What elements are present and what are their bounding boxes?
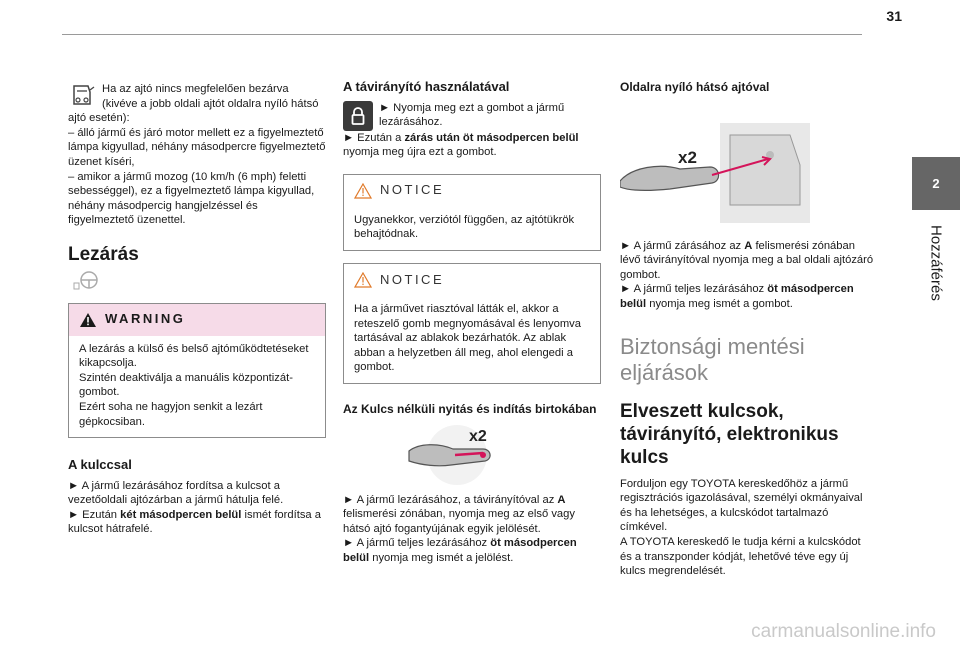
figure-x2-label: x2	[469, 427, 487, 445]
figure-x2-label: x2	[678, 147, 697, 167]
lock-button-icon	[343, 101, 373, 131]
intro-line-2: – amikor a jármű mozog (10 km/h (6 mph) feletti sebességgel), ez a figyelmeztető lámpa kigyullad, néhány másodpercig hangjelzéssel és figyelmeztető üzenettel.	[68, 170, 315, 227]
steering-wheel-lock-icon	[72, 269, 102, 291]
warning-text: A lezárás a külső és belső ajtóműködtetéseket kikapcsolja. Szintén deaktiválja a manuális központizát-gombot. Ezért soha ne hagyjon senkit a lezárt gépkocsiban.	[79, 342, 309, 428]
lost-keys-text-2: A TOYOTA kereskedő le tudja kérni a kulcskódot és a transzponder kódját, lehetővé téve egy új kulcs megrendelését.	[620, 535, 861, 578]
warning-triangle-icon	[79, 312, 97, 328]
keyless-step-1-post: felismerési zónában, nyomja meg az első vagy hátsó ajtó fogantyújának egyik jelölését.	[343, 508, 575, 535]
sliding-step-2-bold: öt másodpercen belül	[620, 283, 854, 310]
chapter-title: Hozzáférés	[927, 225, 945, 301]
notice-panel-2	[343, 263, 601, 384]
remote-step-2	[343, 131, 601, 160]
notice-2-text: Ha a járművet riasztóval látták el, akkor a reteszelő gomb megnyomásával és lenyomva tartásával az ablakok bezárhatók. Az ablak abban a helyzetben áll meg, ahol elengedi a gombot.	[354, 302, 581, 374]
remote-step-2-bold: zárás után öt másodpercen belül	[404, 131, 579, 144]
door-warning-intro	[68, 80, 326, 228]
warning-label: WARNING	[105, 311, 186, 327]
sliding-step-1-pre: ► A jármű zárásához az	[620, 239, 745, 252]
sliding-door-figure	[620, 105, 810, 225]
keyless-step-1	[343, 493, 601, 537]
keyless-step-2-bold: öt másodpercen belül	[343, 537, 577, 564]
notice-triangle-icon	[354, 272, 372, 288]
header-rule	[62, 34, 862, 35]
sliding-step-2-post: nyomja meg ismét a gombot.	[646, 297, 793, 310]
notice-2-header	[344, 264, 600, 296]
key-step-2-bold: két másodpercen belül	[120, 508, 242, 521]
page-number: 31	[886, 8, 902, 24]
notice-panel-1	[343, 174, 601, 251]
notice-triangle-icon	[354, 183, 372, 199]
watermark-footer: carmanualsonline.info	[751, 621, 936, 642]
sliding-step-2-pre: ► A jármű teljes lezárásához	[620, 283, 768, 296]
keyless-step-2-pre: ► A jármű teljes lezárásához	[343, 537, 491, 550]
notice-1-text: Ugyanekkor, verziótól függően, az ajtótükrök behajtódnak.	[354, 213, 575, 241]
sliding-step-2	[620, 282, 875, 311]
remote-step-2-pre: ► Ezután a	[343, 131, 405, 144]
sliding-step-1	[620, 239, 875, 283]
notice-1-header	[344, 175, 600, 207]
key-step-2-post: ismét fordítsa a kulcsot hátrafelé.	[68, 508, 321, 536]
sliding-step-1-post: felismerési zónában lévő távirányítóval nyomja meg a bal oldali ajtózáró gombot.	[620, 239, 874, 281]
door-handle-press-figure	[395, 425, 505, 487]
intro-text: Ha az ajtó nincs megfelelően bezárva (kivéve a jobb oldali ajtót oldalra nyíló hátsó ajtó esetén):	[68, 83, 319, 125]
key-section-title: A kulccsal	[68, 457, 132, 473]
chapter-tab[interactable]: 2	[912, 157, 960, 210]
remote-lock-row	[343, 101, 601, 131]
column-middle	[343, 80, 601, 566]
lost-keys-title: Elveszett kulcsok, távirányító, elektronikus kulcs	[620, 400, 839, 468]
warning-header	[69, 304, 325, 336]
notice-2-label: NOTICE	[380, 271, 445, 287]
sliding-step-1-bold: A	[744, 239, 753, 252]
keyless-step-2	[343, 536, 601, 565]
warning-panel	[68, 303, 326, 439]
remote-section-title: A távirányító használatával	[343, 79, 510, 94]
backup-procedures-title: Biztonsági mentési eljárások	[620, 333, 805, 385]
notice-1-label: NOTICE	[380, 182, 445, 198]
keyless-step-1-bold: A	[557, 493, 566, 506]
open-door-warning-icon	[68, 82, 96, 108]
lost-keys-text-1: Forduljon egy TOYOTA kereskedőhöz a jármű regisztrációs igazolásával, személyi okmányaival és ha lehetséges, a kulcskódot tartalmazó címkével.	[620, 477, 863, 534]
remote-step-2-post: nyomja meg újra ezt a gombot.	[343, 146, 497, 159]
column-left	[68, 80, 326, 537]
intro-line-1: – álló jármű és járó motor mellett ez a figyelmeztető lámpa kigyullad, néhány másodpercre figyelmeztető üzenet kíséri,	[68, 126, 326, 168]
sliding-door-title: Oldalra nyíló hátsó ajtóval	[620, 80, 770, 94]
keyless-step-1-pre: ► A jármű lezárásához, a távirányítóval az	[343, 493, 558, 506]
key-step-1: ► A jármű lezárásához fordítsa a kulcsot a vezetőoldali ajtózárban a jármű hátulja felé.	[68, 479, 284, 507]
column-right	[620, 80, 875, 579]
key-step-2	[68, 508, 326, 537]
keyless-step-2-post: nyomja meg ismét a jelölést.	[369, 551, 514, 564]
section-title-locking: Lezárás	[68, 243, 139, 265]
remote-step-1: ► Nyomja meg ezt a gombot a jármű lezárásához.	[379, 101, 565, 129]
key-step-2-pre: ► Ezután	[68, 508, 121, 521]
keyless-section-title: Az Kulcs nélküli nyitás és indítás birtokában	[343, 401, 597, 416]
